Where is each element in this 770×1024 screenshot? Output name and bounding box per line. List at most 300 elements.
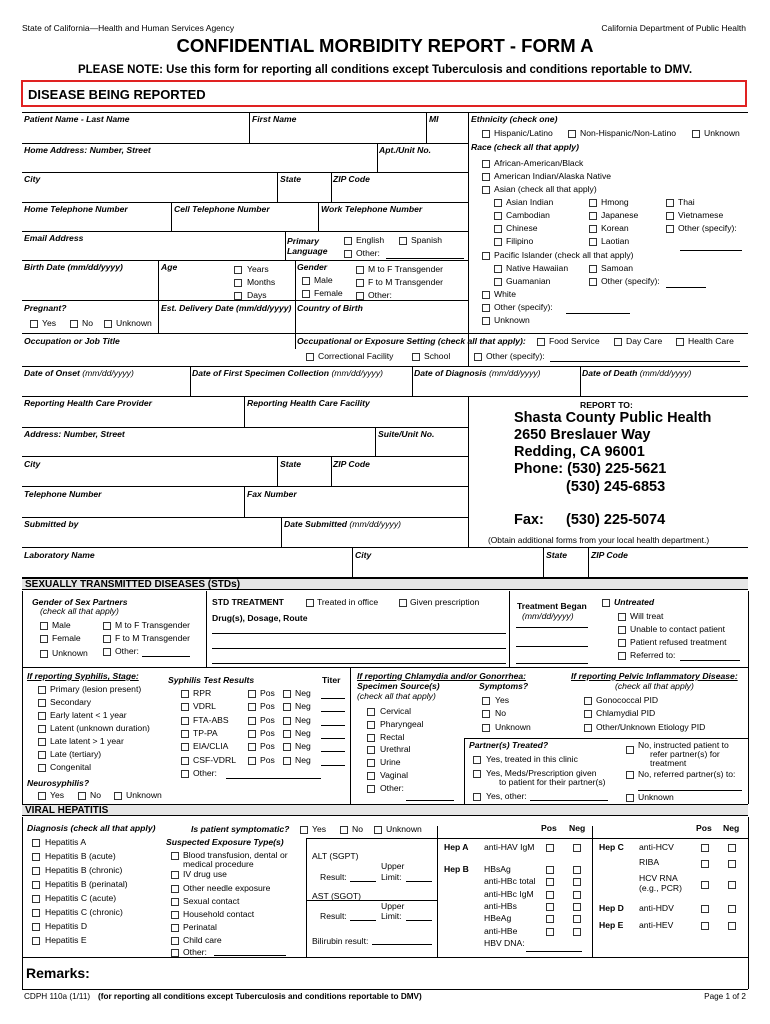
race-option-asian: Asian (check all that apply) (494, 184, 597, 194)
hcv-pos-checkbox[interactable] (701, 844, 709, 852)
given-rx-checkbox[interactable] (399, 599, 407, 607)
setting-option-healthcare: Health Care (688, 336, 734, 346)
pid-checkbox-gonococcal[interactable] (584, 697, 592, 705)
hbv-neg-checkbox-anti-hbc-total[interactable] (573, 878, 581, 886)
untreated-checkbox-referred[interactable] (618, 652, 626, 660)
language-checkbox-spanish[interactable] (399, 237, 407, 245)
pid-checkbox-chlamydial[interactable] (584, 710, 592, 718)
source-label-pharyngeal: Pharyngeal (380, 718, 424, 729)
language-checkbox-english[interactable] (344, 237, 352, 245)
ethnicity-checkbox-hispanic[interactable] (482, 130, 490, 138)
test-neg-label-tp-pa: Neg (295, 727, 311, 738)
untreated-checkbox-refused[interactable] (618, 639, 626, 647)
setting-checkbox-correctional[interactable] (306, 353, 314, 361)
source-checkbox-urine[interactable] (367, 759, 375, 767)
test-pos-checkbox-vdrl[interactable] (248, 703, 256, 711)
hep-a-label: Hep A (444, 842, 469, 852)
page-number: Page 1 of 2 (704, 992, 746, 1001)
test-checkbox-fta-abs[interactable] (181, 717, 189, 725)
onset-date-label (24, 369, 134, 378)
hbv-neg-checkbox-hbeag[interactable] (573, 915, 581, 923)
gender-option-m-to-f: M to F Transgender (368, 264, 443, 274)
asian-option-chinese: Chinese (506, 223, 538, 233)
neurosyphilis-label: Neurosyphilis? (27, 778, 90, 788)
exposure-option-other-needle-exposure: Other needle exposure (183, 883, 271, 893)
pregnant-checkbox-unknown[interactable] (104, 320, 112, 328)
neuro-option-unknown: Unknown (126, 790, 162, 800)
partner-treated-checkbox-clinic[interactable] (473, 756, 481, 764)
ethnicity-checkbox-unknown[interactable] (692, 130, 700, 138)
test-pos-checkbox-csf-vdrl[interactable] (248, 757, 256, 765)
first-specimen-label (192, 369, 383, 378)
stage-checkbox-early-latent[interactable] (38, 712, 46, 720)
asian-checkbox-cambodian[interactable] (494, 212, 502, 220)
symptom-checkbox-unknown[interactable] (482, 724, 490, 732)
source-checkbox-urethral[interactable] (367, 746, 375, 754)
titer-label: Titer (322, 675, 341, 685)
exposure-checkbox-perinatal[interactable] (171, 924, 179, 932)
death-date-label (582, 369, 691, 378)
symptomatic-checkbox-unknown[interactable] (374, 826, 382, 834)
race-option-unknown: Unknown (494, 315, 530, 325)
titer-line-fta-abs[interactable] (321, 725, 345, 726)
setting-checkbox-school[interactable] (412, 353, 420, 361)
hepatitis-section-header: VIRAL HEPATITIS (22, 804, 748, 816)
age-checkbox-years[interactable] (234, 266, 242, 274)
exposure-option-perinatal: Perinatal (183, 922, 217, 932)
agency-line-phone: Phone: (530) 225-5621 (514, 461, 667, 477)
symptomatic-checkbox-yes[interactable] (300, 826, 308, 834)
stage-checkbox-secondary[interactable] (38, 699, 46, 707)
test-checkbox-csf-vdrl[interactable] (181, 757, 189, 765)
asian-checkbox-japanese[interactable] (589, 212, 597, 220)
disease-label: DISEASE BEING REPORTED (28, 87, 206, 102)
hav-pos-checkbox[interactable] (546, 844, 554, 852)
hbv-test-label-hbv-dna: HBV DNA: (484, 937, 525, 948)
hep-diag-option-hepatitis-c-acute: Hepatitis C (acute) (45, 893, 117, 903)
language-option-english: English (356, 235, 385, 245)
test-checkbox-other[interactable] (181, 770, 189, 778)
race-checkbox-asian[interactable] (482, 186, 490, 194)
source-label-other: Other: (380, 782, 404, 793)
symptomatic-option-no: No (352, 824, 363, 834)
primary-language-label: Primary (287, 236, 320, 246)
untreated-checkbox[interactable] (602, 599, 610, 607)
alt-limit-label: Limit: (381, 872, 402, 882)
untreated-checkbox-unable[interactable] (618, 626, 626, 634)
work-tel-label: Work Telephone Number (321, 204, 423, 214)
setting-option-correctional: Correctional Facility (318, 351, 394, 361)
hbv-test-label-anti-hbc-igm: anti-HBc IgM (484, 888, 534, 899)
neuro-checkbox-no[interactable] (78, 792, 86, 800)
asian-checkbox-indian[interactable] (494, 199, 502, 207)
hbv-pos-checkbox-hbeag[interactable] (546, 915, 554, 923)
stage-checkbox-congenital[interactable] (38, 764, 46, 772)
ethnicity-checkbox-non-hispanic[interactable] (568, 130, 576, 138)
pregnant-checkbox-no[interactable] (70, 320, 78, 328)
ast-result-label: Result: (320, 911, 347, 921)
bilirubin-label: Bilirubin result: (312, 936, 369, 946)
test-neg-checkbox-rpr[interactable] (283, 690, 291, 698)
test-checkbox-tp-pa[interactable] (181, 730, 189, 738)
hdv-neg-checkbox[interactable] (728, 905, 736, 913)
exposure-checkbox-household-contact[interactable] (171, 911, 179, 919)
pacific-checkbox-hawaiian[interactable] (494, 265, 502, 273)
disease-field[interactable] (21, 80, 747, 107)
race-checkbox-white[interactable] (482, 291, 490, 299)
hcv-rna-pos-checkbox[interactable] (701, 881, 709, 889)
hbv-neg-checkbox-hbsag[interactable] (573, 866, 581, 874)
test-checkbox-eia-clia[interactable] (181, 743, 189, 751)
provider-telephone-label: Telephone Number (24, 489, 102, 499)
pacific-option-samoan: Samoan (601, 263, 634, 273)
pacific-option-other: Other (specify): (601, 276, 660, 286)
hcv-test-label: anti-HCV (639, 842, 674, 852)
partner-treated-checkbox-meds[interactable] (473, 770, 481, 778)
ast-limit-label: Limit: (381, 911, 402, 921)
titer-line-tp-pa[interactable] (321, 738, 345, 739)
hbv-neg-checkbox-anti-hbs[interactable] (573, 903, 581, 911)
riba-test-label: RIBA (639, 857, 660, 867)
untreated-option-refused: Patient refused treatment (630, 637, 727, 647)
death-date-title: Date of Death (582, 368, 638, 378)
partner-checkbox-unknown[interactable] (40, 650, 48, 658)
hep-b-label: Hep B (444, 864, 469, 874)
exposure-checkbox-child-care[interactable] (171, 937, 179, 945)
test-pos-checkbox-eia-clia[interactable] (248, 743, 256, 751)
stage-checkbox-latent[interactable] (38, 725, 46, 733)
hep-diagnosis-label: Diagnosis (check all that apply) (27, 823, 156, 833)
stage-option-congenital: Congenital (50, 762, 92, 772)
partner-checkbox-female[interactable] (40, 635, 48, 643)
source-checkbox-other[interactable] (367, 785, 375, 793)
country-birth-label: Country of Birth (297, 303, 363, 313)
no-referred-label: No, referred partner(s) to: (638, 769, 736, 779)
asian-checkbox-korean[interactable] (589, 225, 597, 233)
test-checkbox-rpr[interactable] (181, 690, 189, 698)
stage-checkbox-late-latent[interactable] (38, 738, 46, 746)
source-label-urine: Urine (380, 757, 401, 768)
pregnant-option-unknown: Unknown (116, 318, 152, 328)
pacific-checkbox-samoan[interactable] (589, 265, 597, 273)
untreated-checkbox-will-treat[interactable] (618, 613, 626, 621)
age-label: Age (161, 262, 178, 272)
stage-option-tertiary: Late (tertiary) (50, 749, 102, 759)
hep-diag-option-hepatitis-b-chronic: Hepatitis B (chronic) (45, 865, 123, 875)
stage-option-late-latent: Late latent > 1 year (50, 736, 124, 746)
titer-line-eia-clia[interactable] (321, 751, 345, 752)
pregnant-option-yes: Yes (42, 318, 57, 328)
test-pos-label-tp-pa: Pos (260, 727, 275, 738)
exposure-option-household-contact: Household contact (183, 909, 255, 919)
test-label-fta-abs: FTA-ABS (193, 714, 229, 725)
treatment-began-format: (mm/dd/yyyy) (522, 611, 574, 621)
email-label: Email Address (24, 233, 84, 243)
hbv-neg-checkbox-anti-hbe[interactable] (573, 928, 581, 936)
first-name-label: First Name (252, 114, 297, 124)
riba-pos-checkbox[interactable] (701, 860, 709, 868)
hep-diag-checkbox-hepatitis-e[interactable] (32, 937, 40, 945)
race-checkbox-black[interactable] (482, 160, 490, 168)
test-pos-label-csf-vdrl: Pos (260, 754, 275, 765)
provider-state-label: State (280, 459, 302, 469)
symptoms-label: Symptoms? (479, 681, 529, 691)
pid-checkbox-other[interactable] (584, 724, 592, 732)
language-checkbox-other[interactable] (344, 250, 352, 258)
pacific-option-guamanian: Guamanian (506, 276, 551, 286)
setting-checkbox-daycare[interactable] (614, 338, 622, 346)
symptom-option-yes: Yes (495, 695, 510, 705)
hep-diag-option-hepatitis-b-perinatal: Hepatitis B (perinatal) (45, 879, 128, 889)
provider-fax-label: Fax Number (247, 489, 297, 499)
hav-neg-checkbox[interactable] (573, 844, 581, 852)
drugs-label: Drug(s), Dosage, Route (212, 613, 308, 623)
hdv-pos-checkbox[interactable] (701, 905, 709, 913)
test-neg-label-eia-clia: Neg (295, 741, 311, 752)
race-option-white: White (494, 289, 516, 299)
asian-checkbox-vietnamese[interactable] (666, 212, 674, 220)
provider-address-label: Address: Number, Street (24, 429, 125, 439)
hep-diag-option-hepatitis-e: Hepatitis E (45, 935, 87, 945)
source-label-rectal: Rectal (380, 731, 405, 742)
exposure-checkbox-iv-drug-use[interactable] (171, 871, 179, 879)
apt-label: Apt./Unit No. (379, 145, 432, 155)
riba-neg-checkbox[interactable] (728, 860, 736, 868)
stage-checkbox-primary[interactable] (38, 686, 46, 694)
test-other-line[interactable] (226, 778, 321, 779)
obtain-forms-note: (Obtain additional forms from your local health department.) (488, 535, 710, 545)
test-pos-checkbox-tp-pa[interactable] (248, 730, 256, 738)
titer-line-vdrl[interactable] (321, 711, 345, 712)
test-pos-checkbox-fta-abs[interactable] (248, 717, 256, 725)
chlamydia-head-label: If reporting Chlamydia and/or Gonorrhea: (357, 671, 527, 681)
hep-diag-checkbox-hepatitis-a[interactable] (32, 839, 40, 847)
asian-option-indian: Asian Indian (506, 197, 554, 207)
untreated-option-will-treat: Will treat (630, 611, 664, 621)
exposure-type-label: Suspected Exposure Type(s) (166, 837, 284, 847)
partner-treated-option-meds: Yes, Meds/Prescription given (486, 768, 597, 778)
asian-checkbox-chinese[interactable] (494, 225, 502, 233)
titer-line-rpr[interactable] (321, 698, 345, 699)
setting-checkbox-food[interactable] (537, 338, 545, 346)
hbv-pos-checkbox-anti-hbe[interactable] (546, 928, 554, 936)
asian-checkbox-hmong[interactable] (589, 199, 597, 207)
first-specimen-format: (mm/dd/yyyy) (331, 368, 383, 378)
hev-pos-checkbox[interactable] (701, 922, 709, 930)
partner-treated-checkbox-other[interactable] (473, 793, 481, 801)
age-checkbox-months[interactable] (234, 279, 242, 287)
source-checkbox-pharyngeal[interactable] (367, 721, 375, 729)
test-neg-label-rpr: Neg (295, 688, 311, 698)
exposure-checkbox-other[interactable] (171, 949, 179, 957)
hep-neg-header-2: Neg (723, 823, 740, 833)
neuro-option-yes: Yes (50, 790, 65, 800)
hbv-pos-checkbox-hbsag[interactable] (546, 866, 554, 874)
pacific-checkbox-guamanian[interactable] (494, 278, 502, 286)
symptomatic-checkbox-no[interactable] (340, 826, 348, 834)
hep-diag-option-hepatitis-d: Hepatitis D (45, 921, 88, 931)
race-checkbox-other[interactable] (482, 304, 490, 312)
hav-test-label: anti-HAV IgM (484, 842, 535, 852)
test-pos-label-eia-clia: Pos (260, 741, 275, 752)
gender-checkbox-female[interactable] (302, 290, 310, 298)
test-neg-checkbox-fta-abs[interactable] (283, 717, 291, 725)
hdv-test-label: anti-HDV (639, 903, 674, 913)
state-label: State (280, 174, 302, 184)
language-option-other: Other: (356, 248, 380, 258)
hcv-rna-label: HCV RNA (639, 873, 678, 883)
hep-diag-checkbox-hepatitis-b-perinatal[interactable] (32, 881, 40, 889)
partner-unknown-label: Unknown (638, 792, 674, 802)
language-label: Language (287, 246, 328, 256)
source-checkbox-rectal[interactable] (367, 734, 375, 742)
no-instructed-checkbox[interactable] (626, 746, 634, 754)
stage-option-primary: Primary (lesion present) (50, 684, 142, 694)
neuro-checkbox-yes[interactable] (38, 792, 46, 800)
gender-checkbox-f-to-m[interactable] (356, 279, 364, 287)
symptom-checkbox-yes[interactable] (482, 697, 490, 705)
symptom-checkbox-no[interactable] (482, 710, 490, 718)
gender-checkbox-m-to-f[interactable] (356, 266, 364, 274)
source-checkbox-vaginal[interactable] (367, 772, 375, 780)
form-footnote: (for reporting all conditions except Tuberculosis and conditions reportable to DMV) (98, 992, 422, 1001)
hep-diag-checkbox-hepatitis-b-acute[interactable] (32, 853, 40, 861)
asian-option-thai: Thai (678, 197, 695, 207)
hep-diag-option-hepatitis-c-chronic: Hepatitis C (chronic) (45, 907, 123, 917)
provider-zip-label: ZIP Code (333, 459, 370, 469)
partner-option-other: Other: (115, 646, 139, 656)
gender-option-male: Male (314, 275, 333, 285)
agency-fax-label: Fax: (514, 512, 544, 528)
titer-line-csf-vdrl[interactable] (321, 765, 345, 766)
exposure-setting-label: Occupational or Exposure Setting (check all that apply): (297, 336, 526, 346)
asian-checkbox-laotian[interactable] (589, 238, 597, 246)
pacific-checkbox-other[interactable] (589, 278, 597, 286)
hbv-test-label-anti-hbs: anti-HBs (484, 900, 517, 911)
hev-neg-checkbox[interactable] (728, 922, 736, 930)
ethnicity-option-hispanic: Hispanic/Latino (494, 128, 553, 138)
alt-result-label: Result: (320, 872, 347, 882)
asian-checkbox-filipino[interactable] (494, 238, 502, 246)
asian-option-vietnamese: Vietnamese (678, 210, 724, 220)
asian-option-other: Other (specify): (678, 223, 737, 233)
no-referred-checkbox[interactable] (626, 771, 634, 779)
onset-date-format: (mm/dd/yyyy) (82, 368, 134, 378)
race-checkbox-pacific[interactable] (482, 252, 490, 260)
hep-diag-checkbox-hepatitis-b-chronic[interactable] (32, 867, 40, 875)
source-checkbox-cervical[interactable] (367, 708, 375, 716)
specimen-label: Specimen Source(s) (357, 681, 440, 691)
gender-option-female: Female (314, 288, 343, 298)
language-option-spanish: Spanish (411, 235, 443, 245)
test-neg-checkbox-vdrl[interactable] (283, 703, 291, 711)
age-checkbox-days[interactable] (234, 292, 242, 300)
hbv-pos-checkbox-anti-hbc-total[interactable] (546, 878, 554, 886)
test-label-other: Other: (193, 767, 217, 778)
setting-checkbox-healthcare[interactable] (676, 338, 684, 346)
partner-checkbox-other[interactable] (103, 648, 111, 656)
exposure-other-line[interactable] (214, 955, 286, 956)
race-label: Race (check all that apply) (471, 142, 579, 152)
hep-diag-checkbox-hepatitis-c-acute[interactable] (32, 895, 40, 903)
test-pos-checkbox-rpr[interactable] (248, 690, 256, 698)
partner-checkbox-m-to-f[interactable] (103, 622, 111, 630)
source-other-line[interactable] (406, 800, 454, 801)
cell-tel-label: Cell Telephone Number (174, 204, 270, 214)
exposure-checkbox-other-needle-exposure[interactable] (171, 885, 179, 893)
provider-city-label: City (24, 459, 41, 469)
asian-option-hmong: Hmong (601, 197, 629, 207)
hbv-pos-checkbox-anti-hbs[interactable] (546, 903, 554, 911)
exposure-option-blood-transfusion-dental-or: Blood transfusion, dental or (183, 850, 288, 860)
test-neg-checkbox-csf-vdrl[interactable] (283, 757, 291, 765)
partner-treated-option-clinic: Yes, treated in this clinic (486, 754, 578, 764)
partner-option-m-to-f: M to F Transgender (115, 620, 190, 630)
test-neg-checkbox-eia-clia[interactable] (283, 743, 291, 751)
facility-label: Reporting Health Care Facility (247, 398, 370, 408)
pregnant-checkbox-yes[interactable] (30, 320, 38, 328)
race-option-other: Other (specify): (494, 302, 553, 312)
agency-line-street: 2650 Breslauer Way (514, 427, 651, 443)
gender-partners-label: Gender of Sex Partners (32, 597, 128, 607)
race-checkbox-unknown[interactable] (482, 317, 490, 325)
date-submitted-label (284, 520, 401, 529)
setting-option-food: Food Service (549, 336, 600, 346)
symptomatic-label: Is patient symptomatic? (191, 824, 290, 834)
hbv-test-label-hbeag: HBeAg (484, 913, 512, 924)
neuro-checkbox-unknown[interactable] (114, 792, 122, 800)
symptom-option-unknown: Unknown (495, 722, 531, 732)
partner-checkbox-f-to-m[interactable] (103, 635, 111, 643)
partner-checkbox-male[interactable] (40, 622, 48, 630)
hep-diag-checkbox-hepatitis-d[interactable] (32, 923, 40, 931)
setting-option-school: School (424, 351, 451, 361)
stage-option-early-latent: Early latent < 1 year (50, 710, 127, 720)
asian-checkbox-thai[interactable] (666, 199, 674, 207)
treated-office-checkbox[interactable] (306, 599, 314, 607)
hcv-rna-neg-checkbox[interactable] (728, 881, 736, 889)
exposure-option-child-care: Child care (183, 935, 222, 945)
hep-c-label: Hep C (599, 842, 624, 852)
std-section-header: SEXUALLY TRANSMITTED DISEASES (STDs) (22, 578, 748, 590)
hbv-pos-checkbox-anti-hbc-igm[interactable] (546, 891, 554, 899)
hep-diag-checkbox-hepatitis-c-chronic[interactable] (32, 909, 40, 917)
partner-option-male: Male (52, 620, 71, 630)
race-option-native: American Indian/Alaska Native (494, 171, 612, 181)
gender-checkbox-male[interactable] (302, 277, 310, 285)
asian-checkbox-other[interactable] (666, 225, 674, 233)
stage-checkbox-tertiary[interactable] (38, 751, 46, 759)
exposure-checkbox-sexual-contact[interactable] (171, 898, 179, 906)
race-checkbox-native[interactable] (482, 173, 490, 181)
partner-unknown-checkbox[interactable] (626, 794, 634, 802)
report-to-label: REPORT TO: (580, 400, 633, 410)
lab-city-label: City (355, 550, 372, 560)
test-neg-checkbox-tp-pa[interactable] (283, 730, 291, 738)
setting-checkbox-other[interactable] (474, 353, 482, 361)
gender-checkbox-other[interactable] (356, 292, 364, 300)
onset-date-title: Date of Onset (24, 368, 80, 378)
hbv-neg-checkbox-anti-hbc-igm[interactable] (573, 891, 581, 899)
exposure-checkbox-blood-transfusion-dental-or[interactable] (171, 852, 179, 860)
ethnicity-label: Ethnicity (check one) (471, 114, 558, 124)
hcv-neg-checkbox[interactable] (728, 844, 736, 852)
agency-name: State of California—Health and Human Services Agency (22, 23, 235, 33)
exposure-option-medical-procedure: medical procedure (183, 859, 254, 869)
treated-office-label: Treated in office (317, 597, 379, 607)
lab-zip-label: ZIP Code (591, 550, 628, 560)
test-checkbox-vdrl[interactable] (181, 703, 189, 711)
